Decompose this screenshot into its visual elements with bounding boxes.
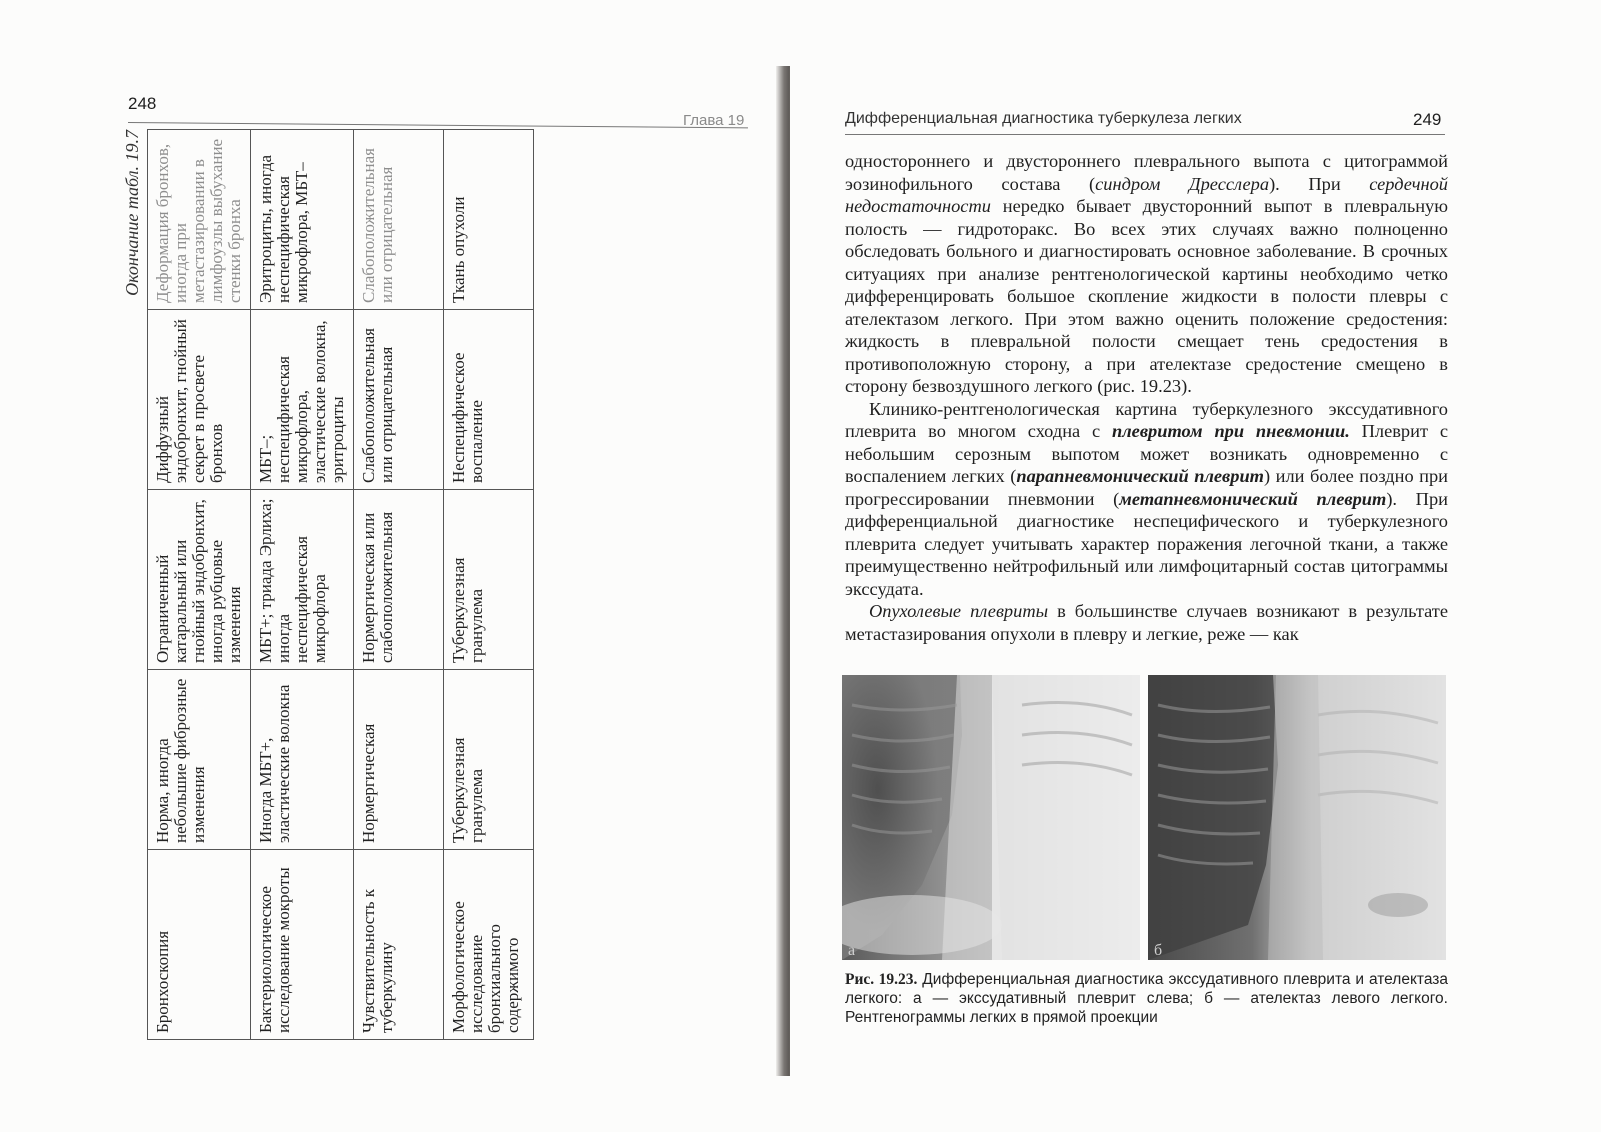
text-run: ). При [1269, 173, 1370, 194]
table-cell: Слабоположительная или отрицательная [354, 130, 444, 310]
text-run: нередко бывает двусторонний выпот в плевральную полость — гидроторакс. Во всех этих случаях важно полноценно обследовать больного и диагностировать основное заболевание. В срочных ситуациях при анализе рентгенологической картины необходимо четко дифференцировать большое скопление жидкости в полости плевры с ателектазом легкого. При этом важно оценить положение средостения: жидкость в плевральной полости смещает тень средостения в противоположную сторону, а при ателектазе средостение смещено в сторону безвоздушного легкого (рис. 19.23). [845, 196, 1448, 396]
table-cell: Норма, иногда небольшие фиброзные изменения [148, 670, 251, 850]
italic-term: метапневмонический плеврит [1119, 488, 1387, 509]
left-page [0, 0, 790, 1132]
running-title: Дифференциальная диагностика туберкулеза легких [845, 110, 1242, 127]
table-cell: Нормергическая или слабоположительная [354, 490, 444, 670]
figure-label-a: а [848, 942, 856, 959]
table-cell: Неспецифическое воспаление [444, 310, 534, 490]
diagnostic-table [147, 129, 534, 1040]
italic-term: синдром Дресслера [1095, 173, 1270, 194]
text-run: в большинстве случаев возникают в результате метастазирования опухоли в плевру и легкие, реже — как [845, 601, 1448, 644]
italic-term: сердечной недостаточности [845, 173, 1448, 216]
table-cell: МБТ–; неспецифическая микрофлора, эластические волокна, эритроциты [251, 310, 354, 490]
right-page-number: 249 [1413, 110, 1442, 129]
table-cell: Диффузный эндобронхит, гнойный секрет в просвете бронхов [148, 310, 251, 490]
xray-image-b [1148, 675, 1446, 960]
figure-number: Рис. 19.23. [845, 971, 918, 988]
paragraph [845, 398, 1448, 601]
text-run: Клинико-рентгенологическая картина туберкулезного экссудативного плеврита во многом сходна с [845, 398, 1448, 441]
figure-caption [845, 970, 1448, 1027]
text-run: Плеврит с небольшим серозным выпотом может возникать одновременно с воспалением легких ( [845, 421, 1448, 486]
caption-text: Дифференциальная диагностика экссудативного плеврита и ателектаза легкого: а — экссудативный плеврит слева; б — ателектаз левого легкого. Рентгенограммы легких в прямой проекции [845, 971, 1449, 1026]
paragraph [845, 600, 1448, 645]
row-label: Бактериологическое исследование мокроты [251, 850, 354, 1040]
table-row [444, 130, 534, 1040]
chapter-label: Глава 19 [683, 112, 745, 129]
row-label: Бронхоскопия [148, 850, 251, 1040]
figure-label-b: б [1154, 942, 1163, 959]
table-cell: Слабоположительная или отрицательная [354, 310, 444, 490]
table-cell: Ткань опухоли [444, 130, 534, 310]
table-cell: Деформация бронхов, иногда при метастазировании в лимфоузлы выбухание стенки бронха [148, 130, 251, 310]
table-cell: МБТ+; триада Эрлиха; иногда неспецифическая микрофлора [251, 490, 354, 670]
row-label: Чувствительность к туберкулину [354, 850, 444, 1040]
table-row [148, 130, 251, 1040]
xray-image-a [842, 675, 1140, 960]
header-rule [845, 134, 1445, 135]
table-cell: Эритроциты, иногда неспецифическая микрофлора, МБТ– [251, 130, 354, 310]
italic-term: Опухолевые плевриты [869, 601, 1049, 621]
italic-term: плевритом при пневмонии. [1112, 421, 1350, 441]
table-cell: Иногда МБТ+, эластические волокна [251, 670, 354, 850]
italic-term: парапневмонический плеврит [1016, 466, 1264, 486]
table-cell: Нормергическая [354, 670, 444, 850]
row-label: Морфологическое исследование бронхиального содержимого [444, 850, 534, 1040]
text-run: одностороннего и двустороннего плеврального выпота с цитограммой эозинофильного состава ( [845, 151, 1448, 194]
paragraph [845, 150, 1448, 398]
table-cell: Ограниченный катаральный или гнойный эндобронхит, иногда рубцовые изменения [148, 490, 251, 670]
rotated-table-block [119, 130, 522, 1040]
body-text [845, 150, 1448, 645]
table-caption: Окончание табл. 19.7 [122, 130, 142, 296]
table-row [354, 130, 444, 1040]
table-cell: Туберкулезная гранулема [444, 670, 534, 850]
left-page-number: 248 [128, 94, 157, 113]
text-run: ). При дифференциальной диагностике неспецифического и туберкулезного плеврита следует учитывать характер поражения легочной ткани, а также преимущественно нейтрофильный или лимфоцитарный состав цитограммы экссудата. [845, 488, 1449, 599]
table-row [251, 130, 354, 1040]
text-run: ) или более поздно при прогрессировании пневмонии ( [845, 466, 1449, 509]
table-cell: Туберкулезная гранулема [444, 490, 534, 670]
header-rule [128, 122, 748, 128]
